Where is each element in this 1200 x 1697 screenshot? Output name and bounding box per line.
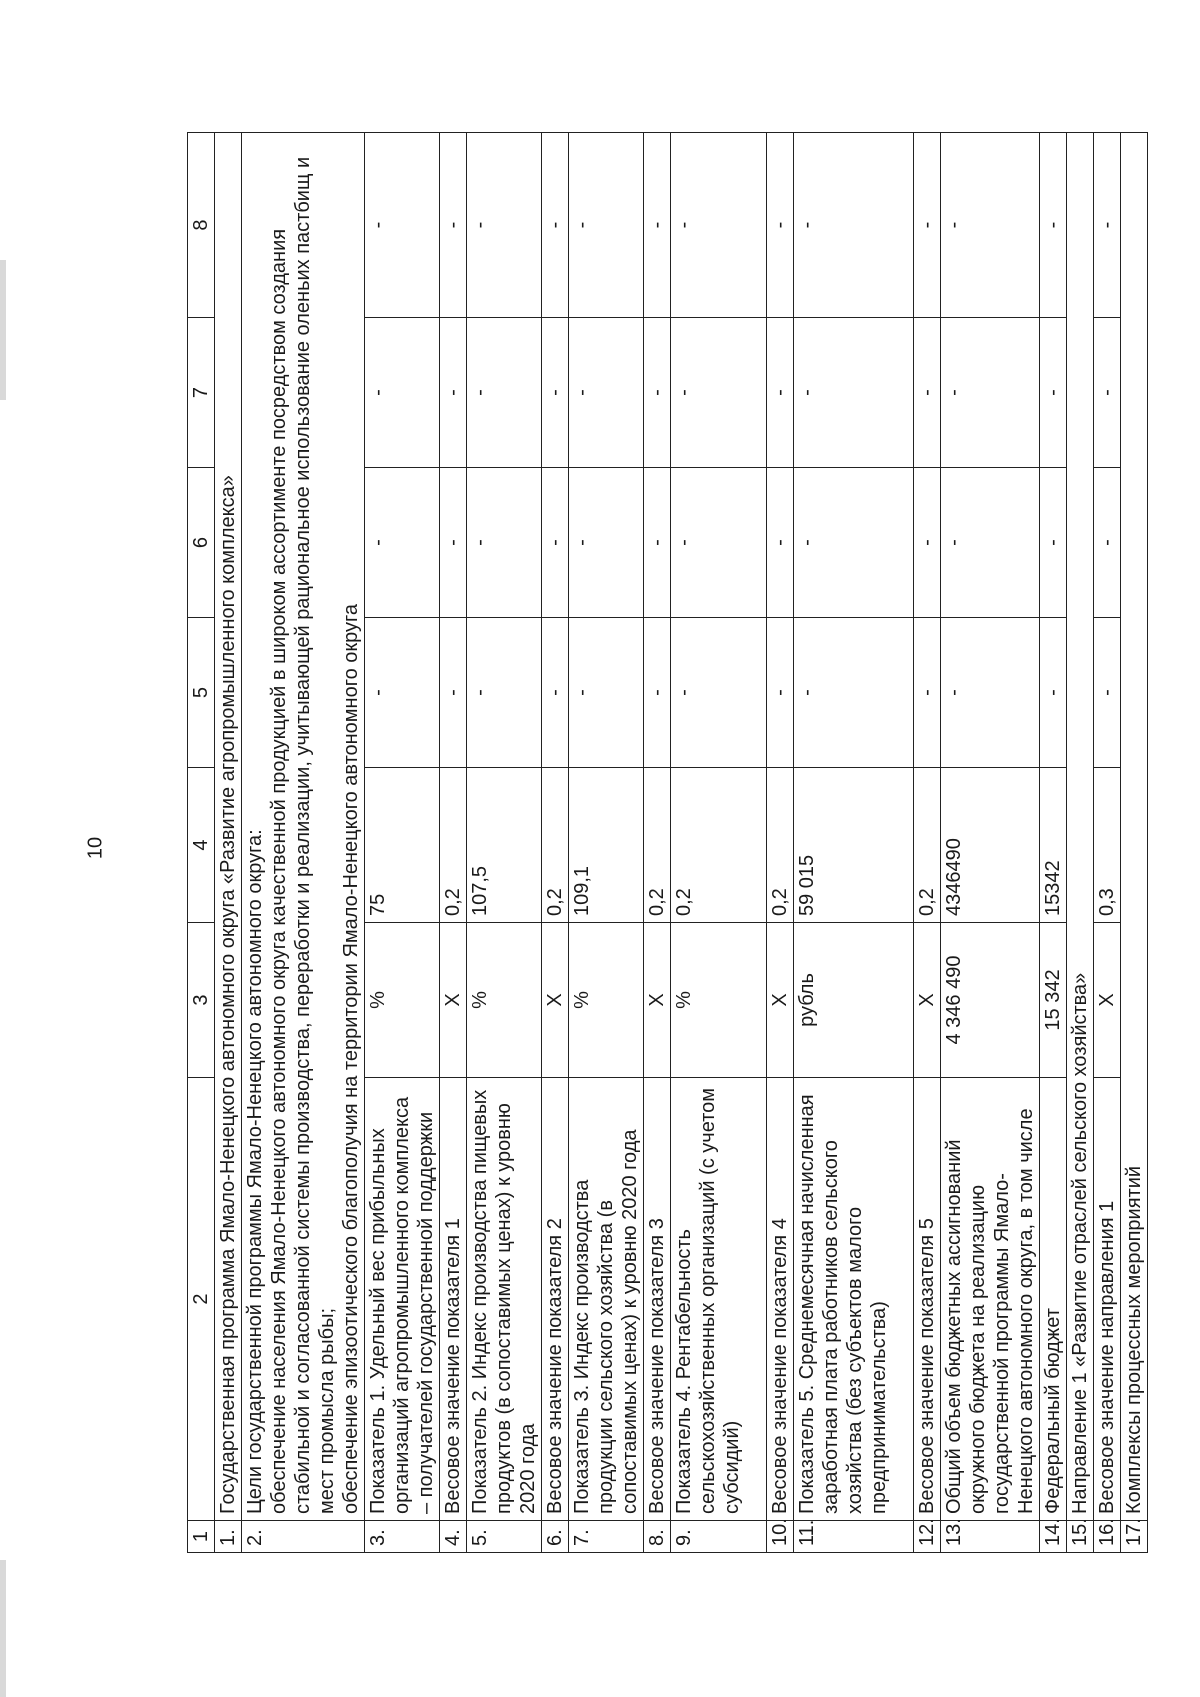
col5-cell: - (767, 618, 794, 768)
unit-cell: X (914, 923, 941, 1078)
col8-cell: - (467, 133, 542, 318)
value-cell: 0,2 (644, 768, 671, 923)
col6-cell: - (1040, 468, 1067, 618)
col6-cell: - (914, 468, 941, 618)
table-row (365, 133, 440, 1553)
table-row-direction (1067, 133, 1094, 1553)
col8-cell: - (794, 133, 914, 318)
col5-cell: - (542, 618, 569, 768)
col7-cell: - (644, 318, 671, 468)
row-number: 16. (1094, 1521, 1121, 1553)
col8-cell: - (440, 133, 467, 318)
col5-cell: - (1040, 618, 1067, 768)
value-cell: 0,3 (1094, 768, 1121, 923)
col7-cell: - (569, 318, 644, 468)
scan-edge-mark (0, 260, 6, 400)
indicators-table (187, 132, 1148, 1553)
table-row (1094, 133, 1121, 1553)
table-row (1040, 133, 1067, 1553)
table-row (644, 133, 671, 1553)
page-number: 10 (84, 836, 107, 860)
col7-cell: - (1040, 318, 1067, 468)
col7-cell: - (941, 318, 1040, 468)
header-col-6: 6 (188, 468, 215, 618)
indicator-name: Весовое значение показателя 1 (440, 1078, 467, 1521)
value-cell: 107,5 (467, 768, 542, 923)
col7-cell: - (467, 318, 542, 468)
col5-cell: - (941, 618, 1040, 768)
col6-cell: - (440, 468, 467, 618)
row-number: 15. (1067, 1521, 1094, 1553)
col8-cell: - (767, 133, 794, 318)
value-cell: 15342 (1040, 768, 1067, 923)
row-number: 17. (1121, 1521, 1148, 1553)
header-col-3: 3 (188, 923, 215, 1078)
unit-cell: X (1094, 923, 1121, 1078)
indicator-name: Весовое значение показателя 2 (542, 1078, 569, 1521)
row-number: 9. (671, 1521, 767, 1553)
row-number: 14. (1040, 1521, 1067, 1553)
unit-cell: % (671, 923, 767, 1078)
col5-cell: - (365, 618, 440, 768)
col8-cell: - (1094, 133, 1121, 318)
col7-cell: - (440, 318, 467, 468)
value-cell: 0,2 (440, 768, 467, 923)
indicator-name: Весовое значение направления 1 (1094, 1078, 1121, 1521)
value-cell: 109,1 (569, 768, 644, 923)
col8-cell: - (671, 133, 767, 318)
value-cell: 0,2 (671, 768, 767, 923)
col6-cell: - (671, 468, 767, 618)
indicator-name: Показатель 4. Рентабельность сельскохозяйственных организаций (с учетом субсидий) (671, 1078, 767, 1521)
value-cell: 0,2 (767, 768, 794, 923)
header-col-5: 5 (188, 618, 215, 768)
unit-cell: рубль (794, 923, 914, 1078)
indicator-name: Весовое значение показателя 4 (767, 1078, 794, 1521)
header-col-8: 8 (188, 133, 215, 318)
col8-cell: - (1040, 133, 1067, 318)
indicator-name: Весовое значение показателя 5 (914, 1078, 941, 1521)
unit-cell: % (365, 923, 440, 1078)
unit-cell: X (440, 923, 467, 1078)
col7-cell: - (671, 318, 767, 468)
col5-cell: - (440, 618, 467, 768)
value-cell: 4346490 (941, 768, 1040, 923)
col7-cell: - (794, 318, 914, 468)
col6-cell: - (467, 468, 542, 618)
table-row (767, 133, 794, 1553)
value-cell: 0,2 (542, 768, 569, 923)
col5-cell: - (644, 618, 671, 768)
table-row (569, 133, 644, 1553)
col8-cell: - (542, 133, 569, 318)
header-col-2: 2 (188, 1078, 215, 1521)
row-number: 10. (767, 1521, 794, 1553)
header-col-4: 4 (188, 768, 215, 923)
col6-cell: - (767, 468, 794, 618)
goals-heading: Цели государственной программы Ямало-Ненецкого автономного округа: (244, 829, 266, 1514)
row-number: 3. (365, 1521, 440, 1553)
rotated-table-wrapper (187, 133, 1145, 1553)
unit-cell: X (542, 923, 569, 1078)
col6-cell: - (569, 468, 644, 618)
row-number: 8. (644, 1521, 671, 1553)
col7-cell: - (914, 318, 941, 468)
direction-title: Направление 1 «Развитие отраслей сельского хозяйства» (1067, 133, 1094, 1521)
col6-cell: - (794, 468, 914, 618)
row-number: 2. (242, 1521, 365, 1553)
table-row (542, 133, 569, 1553)
table-row-goals (242, 133, 365, 1553)
col5-cell: - (794, 618, 914, 768)
col8-cell: - (644, 133, 671, 318)
program-title: Государственная программа Ямало-Ненецкого автономного округа «Развитие агропромышленного комплекса» (215, 133, 242, 1521)
table-row (467, 133, 542, 1553)
col7-cell: - (767, 318, 794, 468)
header-col-7: 7 (188, 318, 215, 468)
col5-cell: - (467, 618, 542, 768)
col8-cell: - (569, 133, 644, 318)
col5-cell: - (569, 618, 644, 768)
col6-cell: - (1094, 468, 1121, 618)
row-number: 13. (941, 1521, 1040, 1553)
goals-item-1: обеспечение населения Ямало-Ненецкого автономного округа качественной продукцией в широком ассортименте посредством создания стабильной и согласованной системы производства, переработки и реализации, учитывающей рациональное использование оленьих пастбищ и мест промысла рыбы; (268, 156, 338, 1514)
col6-cell: - (542, 468, 569, 618)
indicator-name: Весовое значение показателя 3 (644, 1078, 671, 1521)
indicator-name: Показатель 3. Индекс производства продукции сельского хозяйства (в сопоставимых ценах) к уровню 2020 года (569, 1078, 644, 1521)
table-row (914, 133, 941, 1553)
col5-cell: - (914, 618, 941, 768)
indicator-name: Общий объем бюджетных ассигнований окружного бюджета на реализацию государственной программы Ямало-Ненецкого автономного округа, в том числе (941, 1078, 1040, 1521)
table-row-program (215, 133, 242, 1553)
program-goals (242, 133, 365, 1521)
indicator-name: Федеральный бюджет (1040, 1078, 1067, 1521)
row-number: 5. (467, 1521, 542, 1553)
col6-cell: - (365, 468, 440, 618)
complex-title: Комплексы процессных мероприятий (1121, 133, 1148, 1521)
col7-cell: - (542, 318, 569, 468)
col5-cell: - (1094, 618, 1121, 768)
row-number: 11. (794, 1521, 914, 1553)
col8-cell: - (365, 133, 440, 318)
col8-cell: - (914, 133, 941, 318)
row-number: 12. (914, 1521, 941, 1553)
table-row (440, 133, 467, 1553)
unit-cell: X (767, 923, 794, 1078)
row-number: 6. (542, 1521, 569, 1553)
indicator-name: Показатель 1. Удельный вес прибыльных организаций агропромышленного комплекса – получателей государственной поддержки (365, 1078, 440, 1521)
unit-cell: 4 346 490 (941, 923, 1040, 1078)
row-number: 1. (215, 1521, 242, 1553)
col8-cell: - (941, 133, 1040, 318)
value-cell: 0,2 (914, 768, 941, 923)
unit-cell: 15 342 (1040, 923, 1067, 1078)
row-number: 4. (440, 1521, 467, 1553)
table-row (671, 133, 767, 1553)
value-cell: 75 (365, 768, 440, 923)
col7-cell: - (1094, 318, 1121, 468)
col5-cell: - (671, 618, 767, 768)
col6-cell: - (644, 468, 671, 618)
row-number: 7. (569, 1521, 644, 1553)
header-row (188, 133, 215, 1553)
indicator-name: Показатель 5. Среднемесячная начисленная заработная плата работников сельского хозяйства (без субъектов малого предпринимательства) (794, 1078, 914, 1521)
scan-edge-mark (0, 1560, 6, 1697)
header-col-1: 1 (188, 1521, 215, 1553)
col6-cell: - (941, 468, 1040, 618)
unit-cell: % (569, 923, 644, 1078)
table-row (941, 133, 1040, 1553)
table-row-complex (1121, 133, 1148, 1553)
indicator-name: Показатель 2. Индекс производства пищевых продуктов (в сопоставимых ценах) к уровню 2020 года (467, 1078, 542, 1521)
table-row (794, 133, 914, 1553)
col7-cell: - (365, 318, 440, 468)
unit-cell: % (467, 923, 542, 1078)
unit-cell: X (644, 923, 671, 1078)
value-cell: 59 015 (794, 768, 914, 923)
goals-item-2: обеспечение эпизоотического благополучия на территории Ямало-Ненецкого автономного округа (340, 604, 362, 1514)
